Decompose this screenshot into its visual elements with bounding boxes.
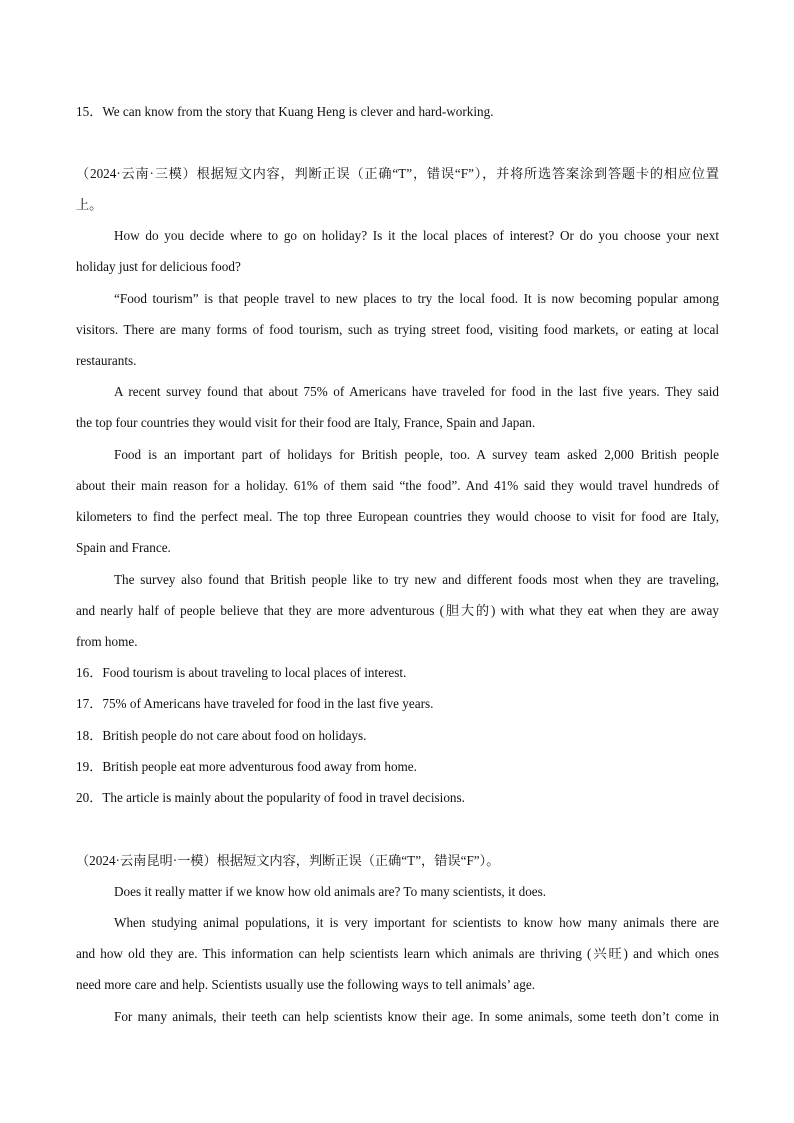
section-header-2024-kunming-1: （2024·云南昆明·一模）根据短文内容，判断正误（正确“T”，错误“F”）。 [76,853,500,868]
question-20: 20．The article is mainly about the popularity of food in travel decisions. [76,790,465,805]
passage-line: kilometers to find the perfect meal. The top three European countries they would choose to visit for food are Italy, [76,509,719,524]
passage-line: visitors. There are many forms of food tourism, such as trying street food, visiting food markets, or eating at local [76,322,719,337]
question-19: 19．British people eat more adventurous food away from home. [76,759,417,774]
question-18: 18．British people do not care about food on holidays. [76,728,367,743]
question-15: 15．We can know from the story that Kuang Heng is clever and hard-working. [76,104,494,119]
passage-line: Food is an important part of holidays for British people, too. A survey team asked 2,000 British people [114,447,719,462]
question-16: 16．Food tourism is about traveling to local places of interest. [76,665,407,680]
passage-line: and nearly half of people believe that they are more adventurous (胆大的) with what they eat when they are away [76,603,719,618]
passage-line: the top four countries they would visit for their food are Italy, France, Spain and Japan. [76,415,536,430]
passage-line: Spain and France. [76,540,171,555]
passage-line: “Food tourism” is that people travel to new places to try the local food. It is now becoming popular among [114,291,719,306]
passage-line: and how old they are. This information can help scientists learn which animals are thriving (兴旺) and which ones [76,946,719,961]
passage-line: restaurants. [76,353,137,368]
passage-line: Does it really matter if we know how old animals are? To many scientists, it does. [114,884,547,899]
section-header-continuation: 上。 [76,197,103,212]
passage-line: The survey also found that British people like to try new and different foods most when they are traveling, [114,572,719,587]
passage-line: A recent survey found that about 75% of Americans have traveled for food in the last five years. They said [114,384,719,399]
passage-line: need more care and help. Scientists usually use the following ways to tell animals’ age. [76,977,535,992]
passage-line: holiday just for delicious food? [76,259,241,274]
section-header-2024-yunnan-3: （2024·云南·三模）根据短文内容，判断正误（正确“T”，错误“F”），并将所选答案涂到答题卡的相应位置 [76,166,719,181]
passage-line: from home. [76,634,138,649]
passage-line: For many animals, their teeth can help scientists know their age. In some animals, some teeth don’t come in [114,1009,719,1024]
question-17: 17．75% of Americans have traveled for food in the last five years. [76,696,434,711]
passage-line: When studying animal populations, it is very important for scientists to know how many animals there are [114,915,719,930]
passage-line: How do you decide where to go on holiday? Is it the local places of interest? Or do you choose your next [114,228,719,243]
passage-line: about their main reason for a holiday. 61% of them said “the food”. And 41% said they would travel hundreds of [76,478,719,493]
